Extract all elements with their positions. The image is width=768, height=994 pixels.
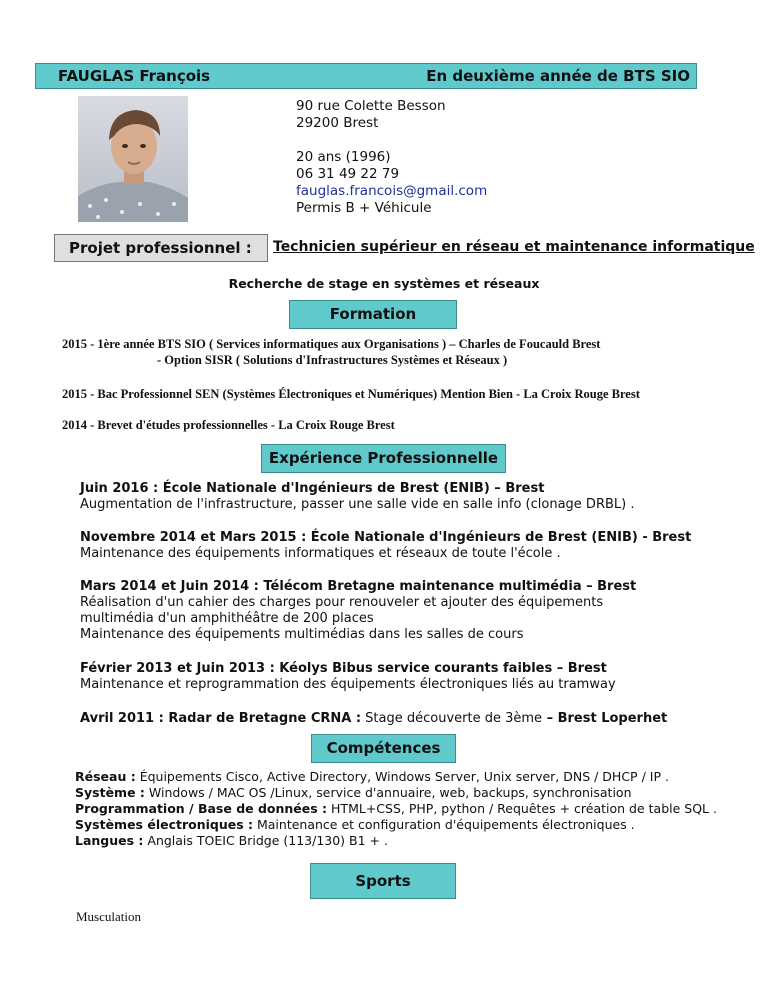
experience-desc: Maintenance des équipements informatiques et réseaux de toute l'école . [80,546,561,561]
age: 20 ans (1996) [296,149,391,165]
formation-item-3: 2014 - Brevet d'études professionnelles - La Croix Rouge Brest [62,418,395,432]
skill-row: Réseau : Équipements Cisco, Active Directory, Windows Server, Unix server, DNS / DHCP / IP . [75,769,669,784]
experience-desc: Réalisation d'un cahier des charges pour renouveler et ajouter des équipements [80,595,604,610]
header-bar [35,63,697,89]
experience-desc: Maintenance et reprogrammation des équipements électroniques liés au tramway [80,677,616,692]
section-formation: Formation [289,300,457,329]
driving-licence: Permis B + Véhicule [296,200,432,216]
formation-item-2: 2015 - Bac Professionnel SEN (Systèmes Électroniques et Numériques) Mention Bien - La Croix Rouge Brest [62,387,640,401]
experience-title: Juin 2016 : École Nationale d'Ingénieurs de Brest (ENIB) – Brest [80,481,545,496]
sport-item: Musculation [76,909,141,924]
contact-block [296,98,487,217]
experience-desc: multimédia d'un amphithéâtre de 200 places [80,611,374,626]
experience-location: – Brest Loperhet [542,711,668,726]
project-label: Projet professionnel : [69,239,252,257]
experience-item [80,661,616,693]
address-line-2: 29200 Brest [296,115,379,131]
experience-item [80,481,634,513]
skill-row: Systèmes électroniques : Maintenance et configuration d'équipements électroniques . [75,817,635,832]
experience-desc: Augmentation de l'infrastructure, passer une salle vide en salle info (clonage DRBL) . [80,497,635,512]
phone: 06 31 49 22 79 [296,166,400,182]
candidate-name: FAUGLAS François [58,67,211,85]
experience-title: Avril 2011 : Radar de Bretagne CRNA : [80,711,362,726]
experience-title: Mars 2014 et Juin 2014 : Télécom Bretagne maintenance multimédia – Brest [80,579,637,594]
section-competences: Compétences [311,734,456,763]
email-link[interactable]: fauglas.francois@gmail.com [296,183,488,199]
experience-title: Novembre 2014 et Mars 2015 : École Nationale d'Ingénieurs de Brest (ENIB) - Brest [80,530,692,545]
skill-row: Système : Windows / MAC OS /Linux, service d'annuaire, web, backups, synchronisation [75,785,632,800]
formation-item-1-line-2: - Option SISR ( Solutions d'Infrastructures Systèmes et Réseaux ) [157,353,508,367]
experience-item [80,711,667,727]
skills-list [75,769,717,849]
experience-desc: Stage découverte de 3ème [361,711,543,726]
address-line-1: 90 rue Colette Besson [296,98,446,114]
experience-item [80,530,691,562]
section-experience: Expérience Professionnelle [261,444,506,473]
formation-item-1-line-1: 2015 - 1ère année BTS SIO ( Services informatiques aux Organisations ) – Charles de Foucauld Brest [62,337,601,351]
experience-item [80,579,636,643]
profile-photo [78,96,188,222]
project-label-box [54,234,268,262]
skill-row: Langues : Anglais TOEIC Bridge (113/130) B1 + . [75,833,388,848]
experience-desc: Maintenance des équipements multimédias dans les salles de cours [80,627,524,642]
project-title: Technicien supérieur en réseau et maintenance informatique [273,239,755,255]
experience-title: Février 2013 et Juin 2013 : Kéolys Bibus service courants faibles – Brest [80,661,607,676]
internship-search: Recherche de stage en systèmes et réseaux [228,276,540,291]
candidate-status: En deuxième année de BTS SIO [426,67,690,85]
skill-row: Programmation / Base de données : HTML+CSS, PHP, python / Requêtes + création de table SQL . [75,801,717,816]
section-sports: Sports [310,863,456,899]
